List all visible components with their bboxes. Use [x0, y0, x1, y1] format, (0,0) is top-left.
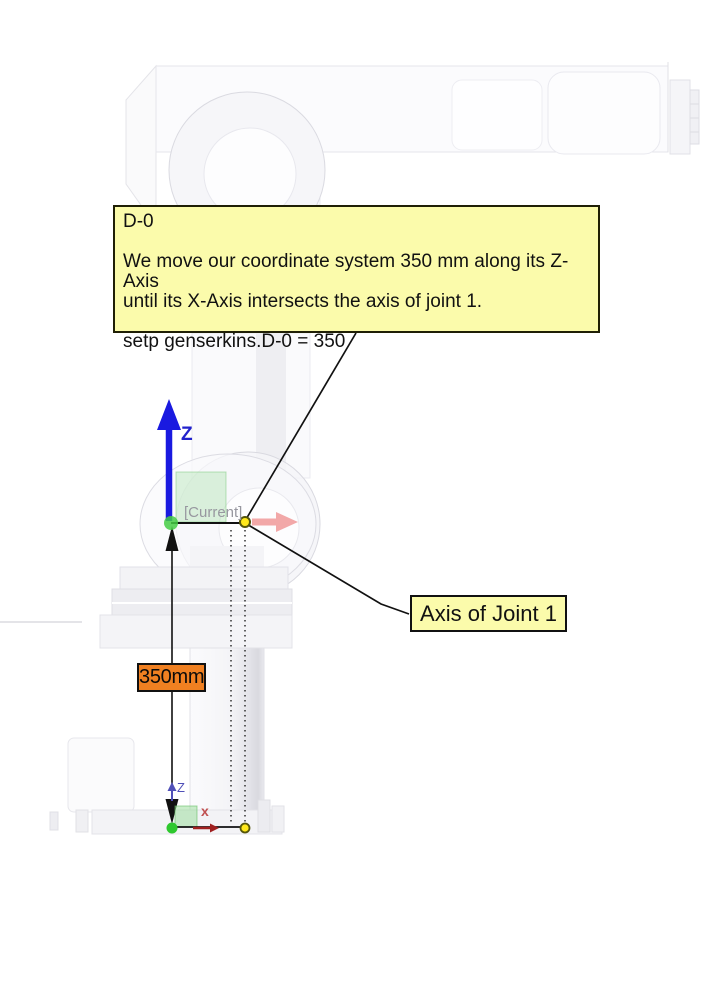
callout-command: setp genserkins.D-0 = 350: [123, 331, 346, 352]
dimension-value-label: 350mm: [137, 663, 206, 692]
base-axis-point: [241, 824, 250, 833]
base-frame-highlight: [175, 806, 197, 827]
wrist-flange: [670, 80, 690, 154]
current-frame-label: [Current]: [184, 504, 243, 521]
callout-body-line2: until its X-Axis intersects the axis of joint 1.: [123, 291, 483, 312]
base-x-axis-label: x: [201, 803, 209, 819]
callout-title: D-0: [123, 211, 154, 232]
robot-arm-silhouette: [0, 62, 699, 834]
z-axis-label: Z: [181, 424, 193, 445]
base-z-axis-label: Z: [177, 780, 185, 795]
d0-callout-box: [113, 205, 600, 352]
base-origin-dot: [167, 823, 178, 834]
callout-body-line1: We move our coordinate system 350 mm along its Z-Axis: [123, 251, 569, 292]
axis-of-joint1-label: Axis of Joint 1: [410, 595, 567, 632]
base-side-cylinder: [68, 738, 134, 812]
origin-dot: [164, 516, 178, 530]
